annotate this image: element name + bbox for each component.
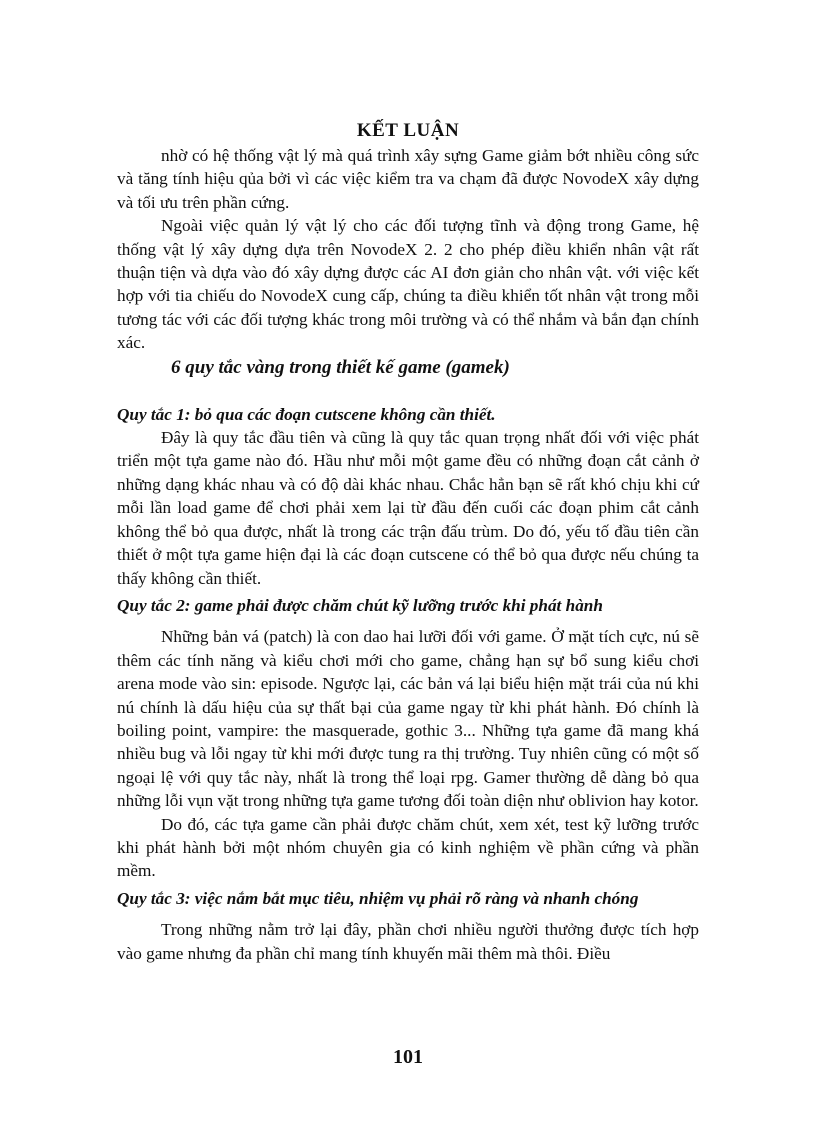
rule-1-heading: Quy tắc 1: bỏ qua các đoạn cutscene không cần thiết. <box>117 404 496 424</box>
rule-2-heading: Quy tắc 2: game phải được chăm chút kỹ lưỡng trước khi phát hành <box>117 595 603 615</box>
chapter-title: KẾT LUẬN <box>356 120 460 141</box>
section-spacer <box>117 381 699 403</box>
section-title: 6 quy tắc vàng trong thiết kế game (gamek) <box>171 356 510 378</box>
intro-paragraph-2: Ngoài việc quản lý vật lý cho các đối tượng tĩnh và động trong Game, hệ thống vật lý xây dựng dựa trên NovodeX 2. 2 cho phép điều khiển nhân vật rất thuận tiện và dựa vào đó xây dựng được các AI đơn giản cho nhân vật. với việc kết hợp với tia chiếu do NovodeX cung cấp, chúng ta điều khiển tốt nhân vật trong mỗi tương tác với các đối tượng khác trong môi trường và có thể nhắm và bắn đạn chính xác. <box>117 216 699 353</box>
rule-1-paragraph-1: Đây là quy tắc đầu tiên và cũng là quy tắc quan trọng nhất đối với việc phát triển một tựa game nào đó. Hầu như mỗi một game đều có những đoạn cắt cảnh ở những dạng khác nhau và có độ dài khác nhau. Chắc hẳn bạn sẽ rất khó chịu khi cứ mỗi lần load game để chơi phải xem lại từ đầu đến cuối các đoạn phim cắt cảnh không thể bỏ qua được, nhất là trong các trận đấu trùm. Do đó, yếu tố đầu tiên cần thiết ở một tựa game hiện đại là các đoạn cutscene có thể bỏ qua được nếu chúng ta thấy không cần thiết. <box>117 428 699 588</box>
page-number: 101 <box>393 1046 423 1068</box>
intro-paragraph-1: nhờ có hệ thống vật lý mà quá trình xây sựng Game giảm bớt nhiều công sức và tăng tính hiệu qủa bởi vì các việc kiểm tra va chạm đã được NovodeX xây dựng và tối ưu trên phần cứng. <box>117 146 699 212</box>
rule-2-paragraph-2: Do đó, các tựa game cần phải được chăm chút, xem xét, test kỹ lưỡng trước khi phát hành bởi một nhóm chuyên gia có kinh nghiệm về phần cứng và phần mềm. <box>117 814 699 881</box>
rule-2-paragraph-1: Những bản vá (patch) là con dao hai lưỡi đối với game. Ở mặt tích cực, nú sẽ thêm các tính năng và kiểu chơi mới cho game, chẳng hạn sự bổ sung kiểu chơi arena mode vào sin: episode. Ngược lại, các bản vá lại biểu hiện mặt trái của nú khi nú chính là dấu hiệu của sự thất bại của game ngay từ khi phát hành. Đó chính là boiling point, vampire: the masquerade, gothic 3... Những tựa game đã mang khá nhiều bug và lỗi ngay từ khi mới được tung ra thị trường. Tuy nhiên cũng có một số ngoại lệ với quy tắc này, nhất là trong thể loại rpg. Gamer thường dễ dàng bỏ qua những lỗi vụn vặt trong những tựa game tương đối toàn diện như oblivion hay kotor. <box>117 627 699 811</box>
page-body <box>117 118 699 965</box>
rule-3-heading: Quy tắc 3: việc nắm bắt mục tiêu, nhiệm vụ phải rõ ràng và nhanh chóng <box>117 888 639 908</box>
rule-3-paragraph-1: Trong những nằm trở lại đây, phần chơi nhiều người thưởng được tích hợp vào game nhưng đa phần chỉ mang tính khuyến mãi thêm mà thôi. Điều <box>117 920 699 963</box>
